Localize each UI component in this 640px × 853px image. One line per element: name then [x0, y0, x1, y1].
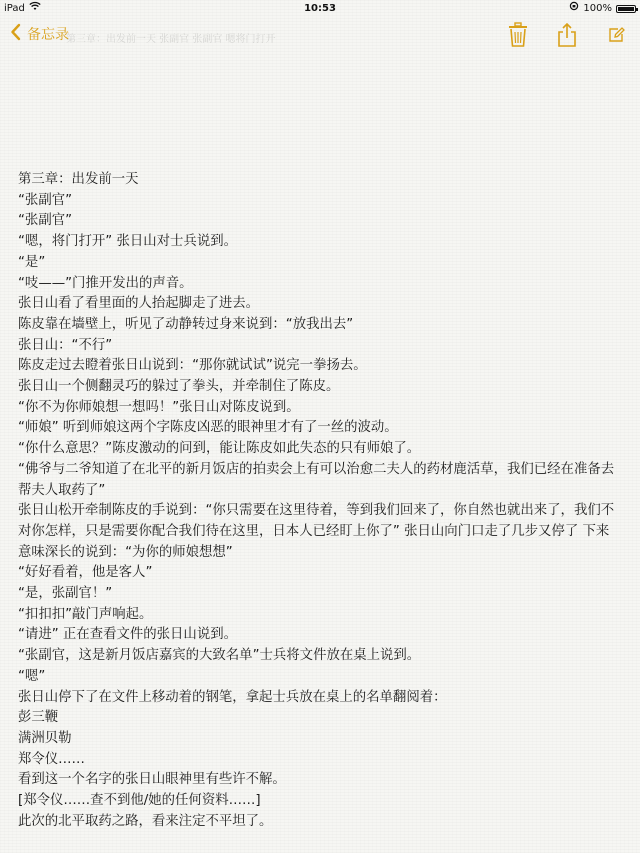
- note-line: “好好看着，他是客人”: [18, 565, 153, 581]
- faded-note-title: 第三章：出发前一天 张副官 张副官 嗯将门打开: [66, 34, 276, 45]
- note-line: “是”: [18, 254, 46, 270]
- note-line: 陈皮走过去瞪着张日山说到：“那你就试试”说完一拳扬去。: [18, 358, 367, 374]
- status-bar: [0, 0, 640, 18]
- note-line: “是，张副官！”: [18, 586, 113, 602]
- note-line: 满洲贝勒: [18, 730, 72, 746]
- back-button[interactable]: [10, 23, 69, 45]
- note-body[interactable]: [18, 170, 622, 833]
- battery-fill: [618, 7, 634, 11]
- status-time: 10:53: [304, 3, 336, 14]
- note-line: 此次的北平取药之路，看来注定不平坦了。: [18, 813, 273, 829]
- note-line: “嗯”: [18, 668, 46, 684]
- note-line: “张副官”: [18, 192, 73, 208]
- note-line: 陈皮靠在墙壁上，听见了动静转过身来说到：“放我出去”: [18, 316, 354, 332]
- note-line: 彭三鞭: [18, 710, 59, 726]
- note-line: 张日山一个侧翻灵巧的躲过了拳头，并牵制住了陈皮。: [18, 379, 340, 395]
- battery-icon: [616, 5, 636, 13]
- note-line: 第三章：出发前一天: [18, 172, 139, 187]
- status-right: [569, 0, 636, 18]
- note-line: “嗯，将门打开” 张日山对士兵说到。: [18, 234, 237, 250]
- note-line: “请进” 正在查看文件的张日山说到。: [18, 627, 237, 643]
- battery-percent: 100%: [583, 3, 612, 14]
- note-line: “张副官，这是新月饭店嘉宾的大致名单”士兵将文件放在桌上说到。: [18, 648, 421, 664]
- note-line: “吱——”门推开发出的声音。: [18, 275, 193, 291]
- note-line: [郑令仪……查不到他/她的任何资料……]: [18, 793, 261, 809]
- note-line: “扣扣扣”敲门声响起。: [18, 606, 153, 622]
- note-line: 看到这一个名字的张日山眼神里有些许不解。: [18, 772, 286, 788]
- note-line: “师娘” 听到师娘这两个字陈皮凶恶的眼神里才有了一丝的波动。: [18, 420, 398, 436]
- chevron-left-icon: [10, 23, 21, 45]
- note-line: 张日山松开牵制陈皮的手说到：“你只需要在这里待着，等到我们回来了，你自然也就出来了，我们不对你怎样，只是需要你配合我们待在这里，日本人已经盯上你了” 张日山向门口走了几步又停了 下来意味深长的说到：“为你的师娘想想”: [18, 503, 615, 560]
- note-line: 张日山停下了在文件上移动着的钢笔，拿起士兵放在桌上的名单翻阅着：: [18, 689, 447, 705]
- note-line: “张副官”: [18, 213, 73, 229]
- device-name: iPad: [4, 3, 25, 14]
- note-line: “佛爷与二爷知道了在北平的新月饭店的拍卖会上有可以治愈二夫人的药材鹿活草，我们已经在准备去帮夫人取药了”: [18, 461, 615, 498]
- note-line: “你不为你师娘想一想吗！”张日山对陈皮说到。: [18, 399, 300, 415]
- trash-icon[interactable]: [507, 22, 529, 52]
- back-label: 备忘录: [27, 27, 69, 43]
- note-line: 郑令仪……: [18, 751, 85, 767]
- note-line: 张日山：“不行”: [18, 337, 113, 353]
- rotation-lock-icon: [569, 0, 579, 18]
- note-line: “你什么意思？”陈皮激动的问到，能让陈皮如此失态的只有师娘了。: [18, 441, 421, 457]
- compose-icon[interactable]: [608, 26, 626, 48]
- note-line: 张日山看了看里面的人抬起脚走了进去。: [18, 296, 260, 312]
- share-icon[interactable]: [556, 22, 578, 52]
